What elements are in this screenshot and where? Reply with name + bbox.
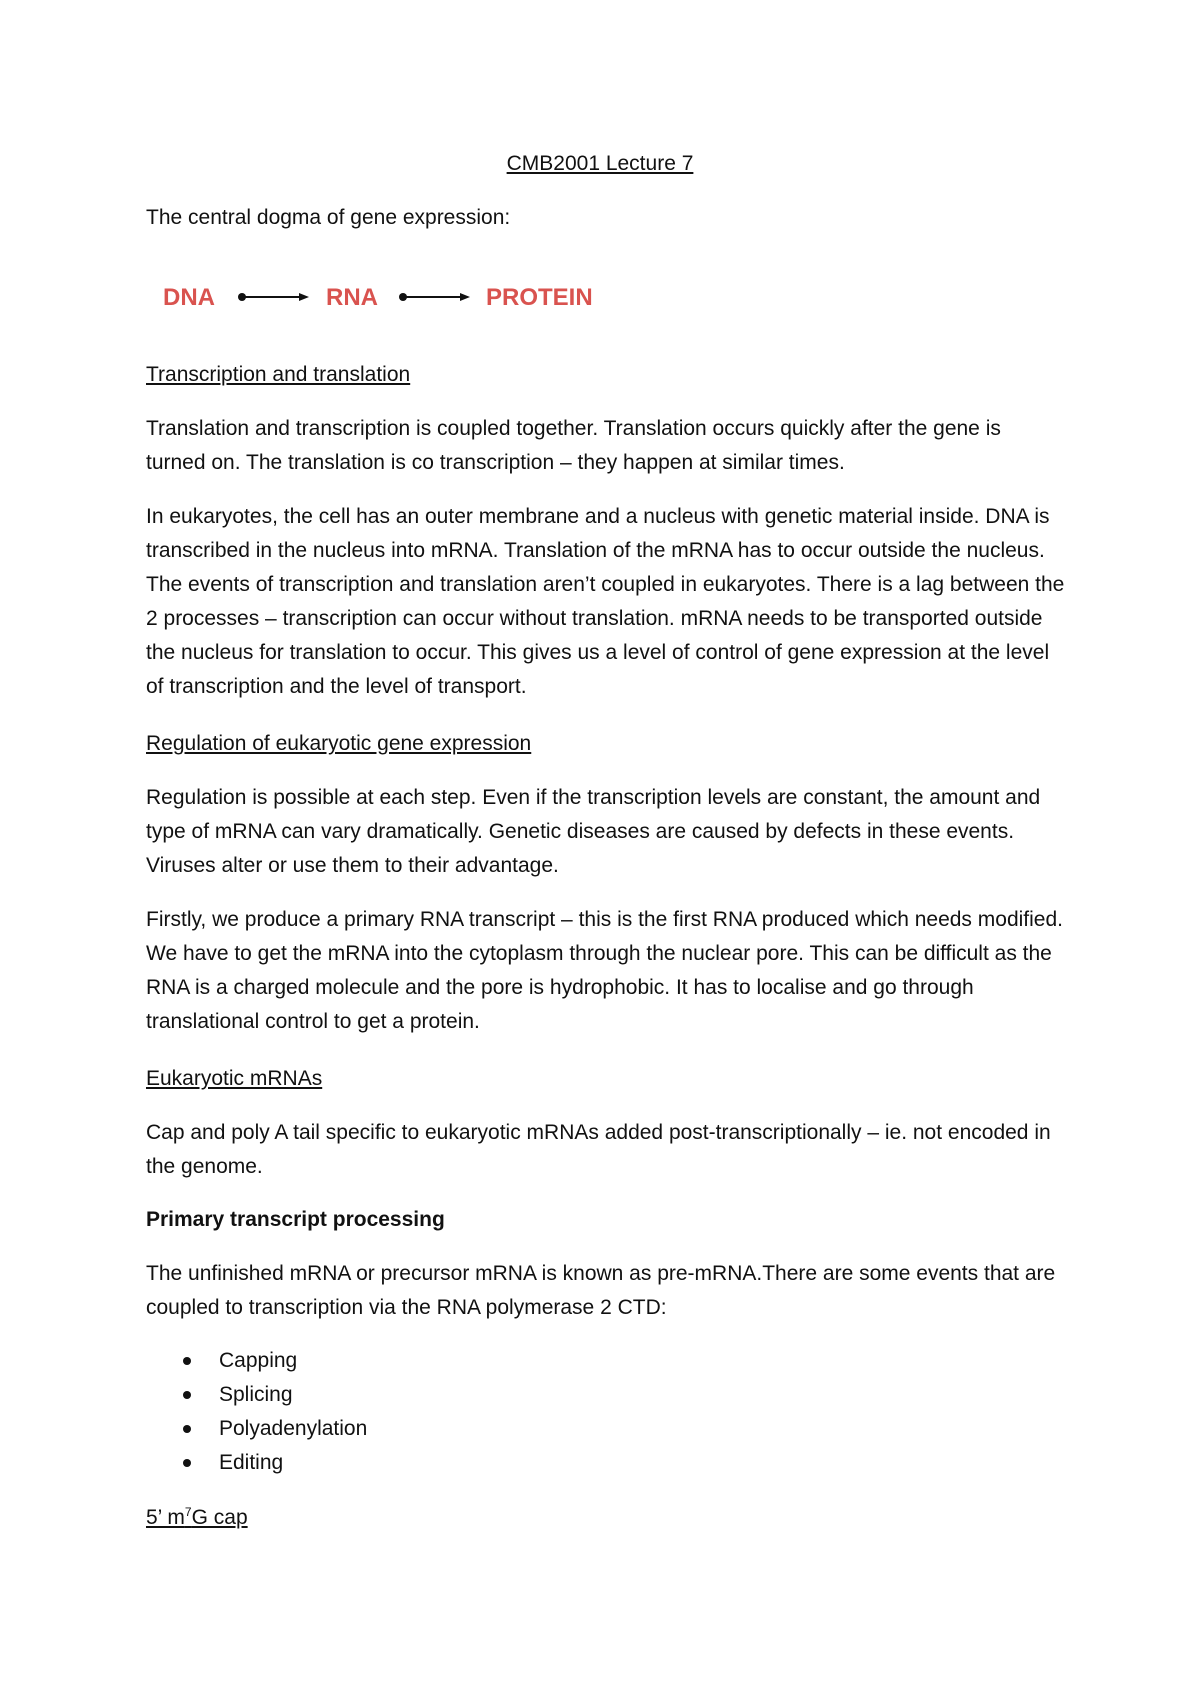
- list-item-label: Polyadenylation: [219, 1417, 368, 1440]
- flow-step-dna: DNA: [163, 284, 215, 311]
- paragraph: Translation and transcription is coupled together. Translation occurs quickly after the gene is turned on. The translation is co transcription – they happen at similar times.: [146, 417, 1001, 474]
- arrow-rna-protein: [399, 293, 470, 301]
- section-heading-transcription: Transcription and translation: [146, 363, 411, 386]
- section-heading-cap: [146, 1501, 1066, 1535]
- document-title: CMB2001 Lecture 7: [506, 152, 694, 175]
- list-item-label: Splicing: [219, 1383, 293, 1406]
- paragraph: Cap and poly A tail specific to eukaryotic mRNAs added post-transcriptionally – ie. not encoded in the genome.: [146, 1121, 1051, 1178]
- intro-text: The central dogma of gene expression:: [146, 206, 511, 229]
- list-item: [146, 1378, 367, 1412]
- cap-heading-suffix: G cap: [191, 1506, 248, 1529]
- section-heading-regulation: Regulation of eukaryotic gene expression: [146, 732, 532, 755]
- flow-step-protein: PROTEIN: [486, 284, 593, 311]
- central-dogma-diagram: [163, 281, 623, 317]
- list-item-label: Editing: [219, 1451, 284, 1474]
- list-item: [146, 1446, 367, 1480]
- bullet-icon: [183, 1459, 191, 1467]
- paragraph: In eukaryotes, the cell has an outer membrane and a nucleus with genetic material inside. DNA is transcribed in the nucleus into mRNA. Translation of the mRNA has to occur outside the nucleus. The events of transcription and translation aren’t coupled in eukaryotes. There is a lag between the 2 processes – transcription can occur without translation. mRNA needs to be transported outside the nucleus for translation to occur. This gives us a level of control of gene expression at the level of transcription and the level of transport.: [146, 505, 1065, 698]
- list-item: [146, 1412, 367, 1446]
- list-item-label: Capping: [219, 1349, 298, 1372]
- bullet-icon: [183, 1391, 191, 1399]
- bullet-icon: [183, 1425, 191, 1433]
- cap-heading-prefix: 5’ m: [146, 1506, 185, 1529]
- section-heading-eukaryotic-mrnas: Eukaryotic mRNAs: [146, 1067, 323, 1090]
- processing-events-list: [146, 1344, 367, 1480]
- paragraph: The unfinished mRNA or precursor mRNA is known as pre-mRNA.There are some events that are coupled to transcription via the RNA polymerase 2 CTD:: [146, 1262, 1056, 1319]
- flow-step-rna: RNA: [326, 284, 378, 311]
- list-item: [146, 1344, 367, 1378]
- bullet-icon: [183, 1357, 191, 1365]
- section-heading-primary-transcript: Primary transcript processing: [146, 1208, 445, 1231]
- paragraph: Firstly, we produce a primary RNA transcript – this is the first RNA produced which needs modified. We have to get the mRNA into the cytoplasm through the nuclear pore. This can be difficult as the RNA is a charged molecule and the pore is hydrophobic. It has to localise and go through translational control to get a protein.: [146, 908, 1063, 1033]
- paragraph: Regulation is possible at each step. Even if the transcription levels are constant, the amount and type of mRNA can vary dramatically. Genetic diseases are caused by defects in these events. Viruses alter or use them to their advantage.: [146, 786, 1041, 877]
- cap-heading-superscript: 7: [184, 1505, 192, 1519]
- arrow-dna-rna: [238, 293, 309, 301]
